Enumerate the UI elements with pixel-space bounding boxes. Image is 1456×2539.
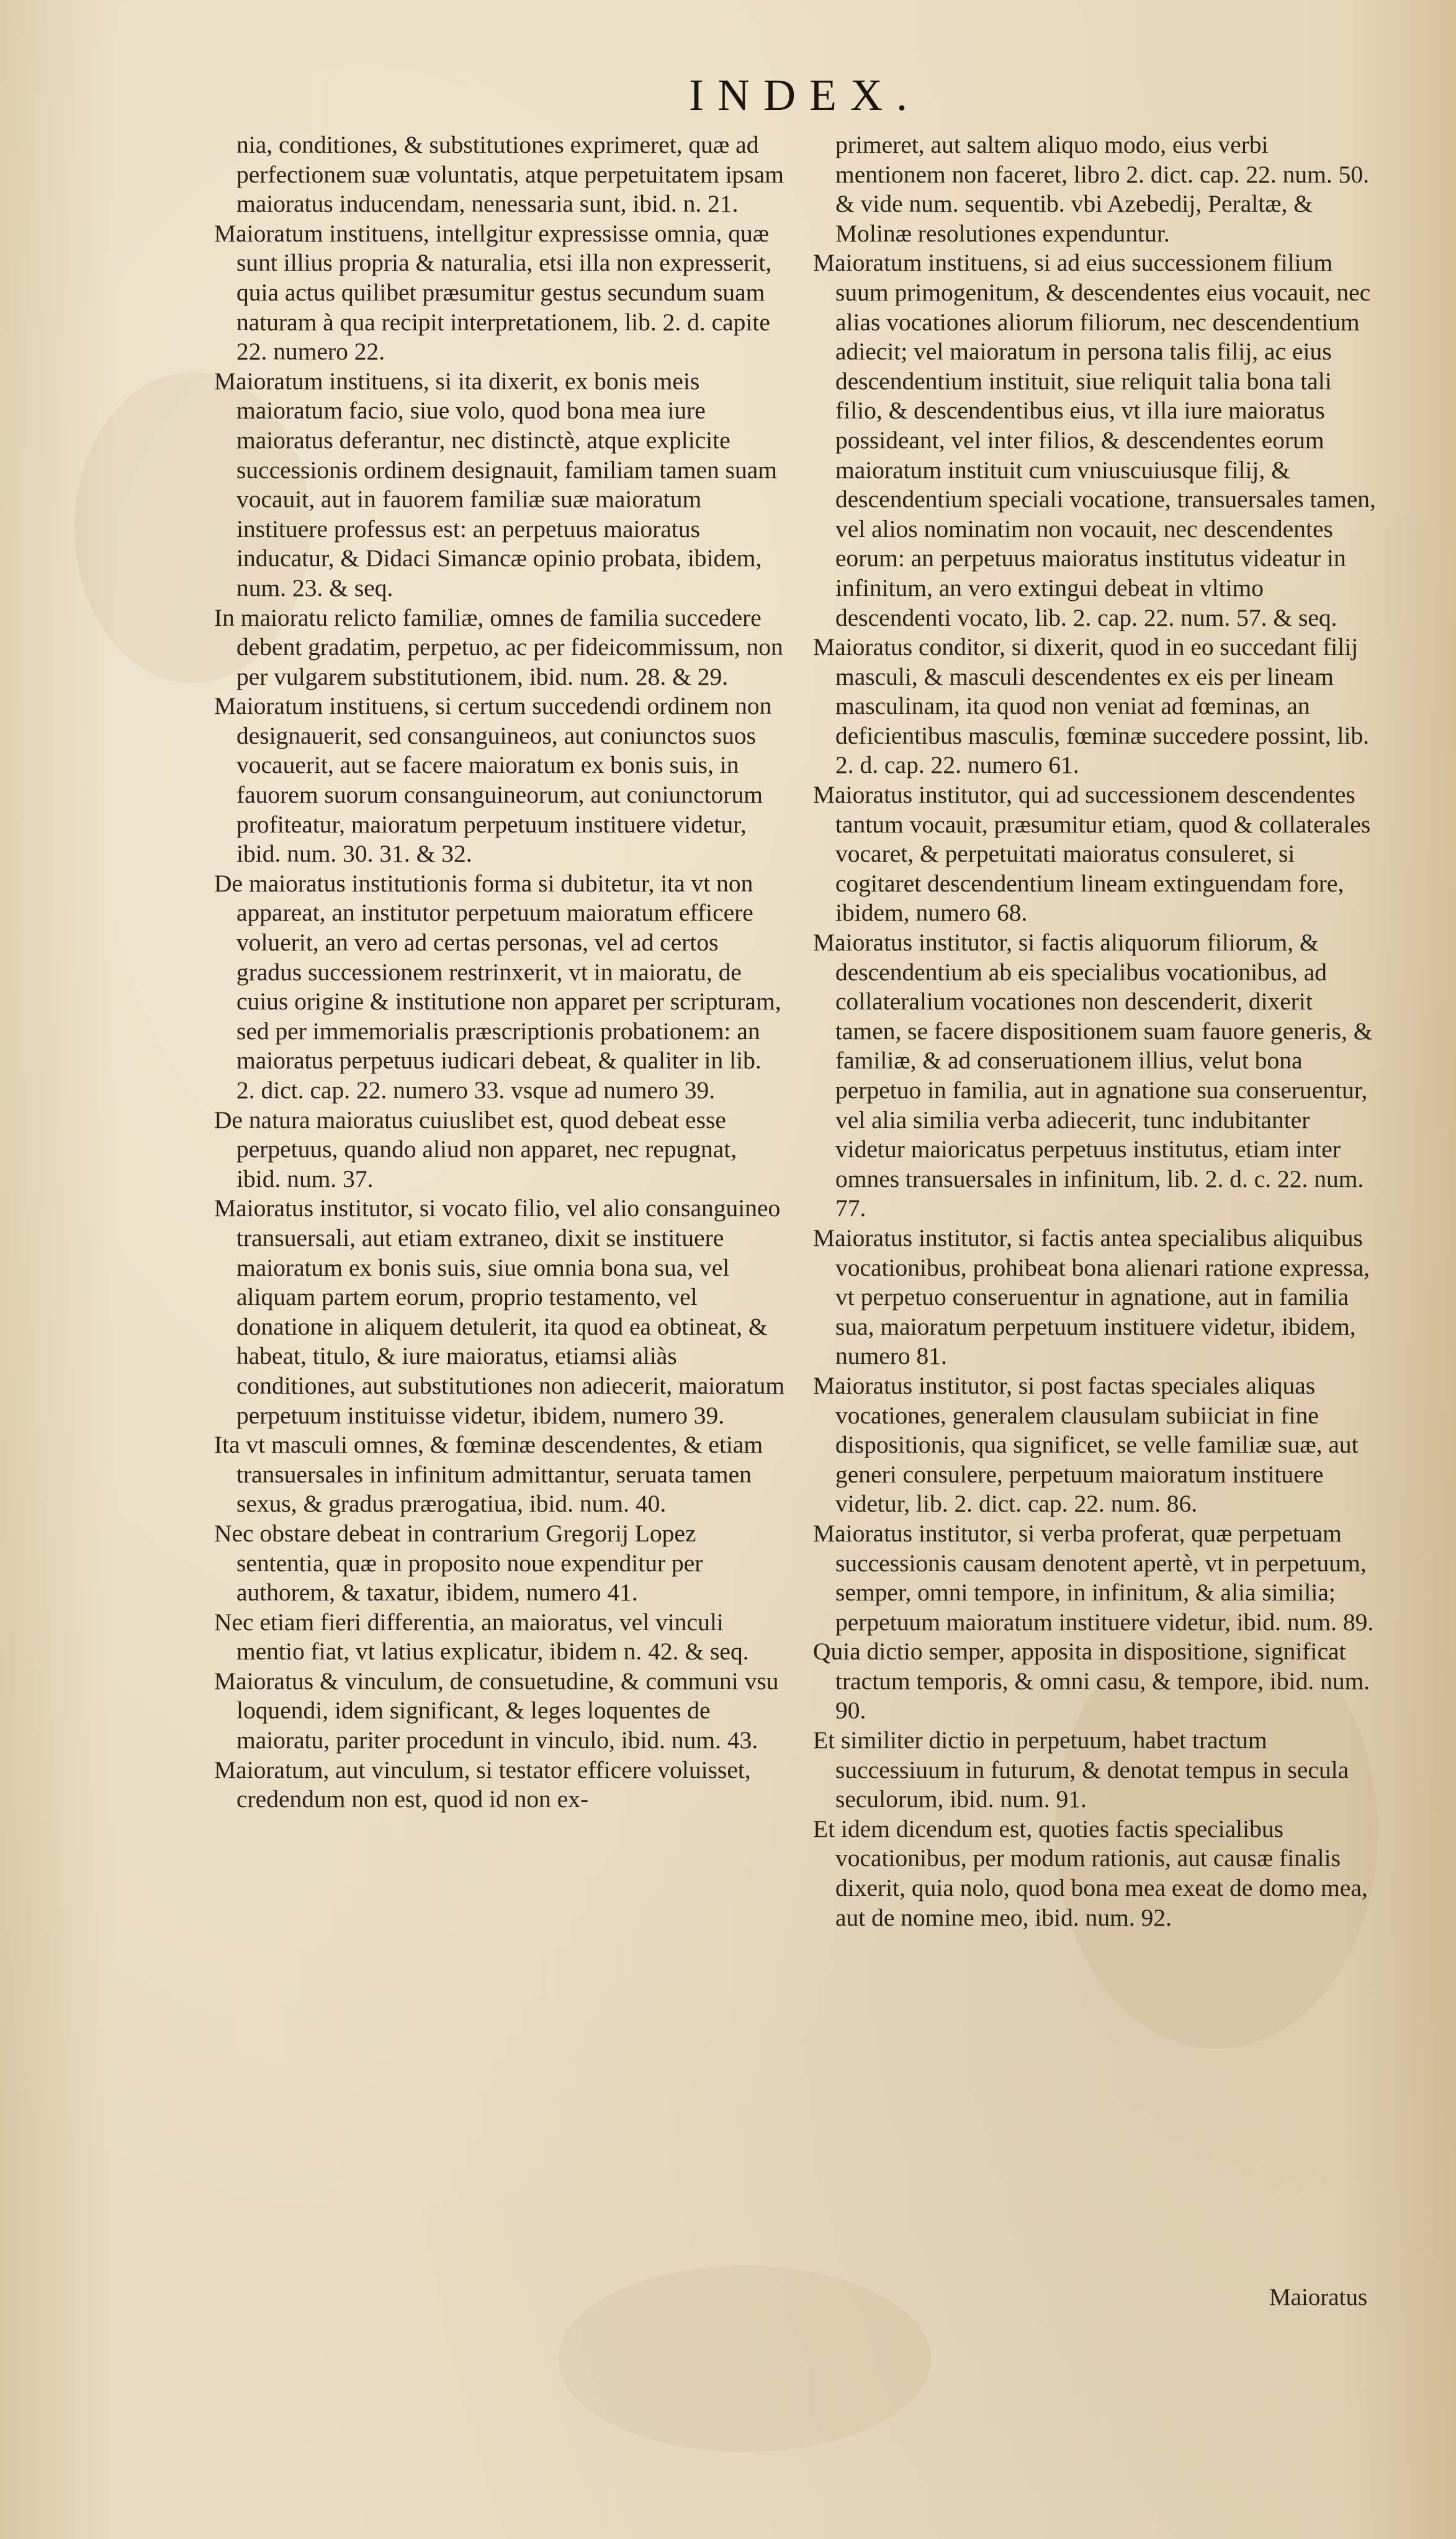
index-entry: Maioratum instituens, intellgitur expressisse omnia, quæ sunt illius propria & naturalia, etsi illa non expresserit, quia actus quilibet præsumitur gestus secundum suam naturam à qua recipit interpretationem, lib. 2. d. capite 22. numero 22. bbox=[214, 219, 772, 366]
index-entry: Maioratum, aut vinculum, si testator efficere voluisset, credendum non est, quod id non ex- bbox=[214, 1756, 751, 1813]
index-entry: nia, conditiones, & substitutiones exprimeret, quæ ad perfectionem suæ voluntatis, atque perpetuitatem ipsam maioratus inducendam, nenessaria sunt, ibid. n. 21. bbox=[236, 131, 784, 218]
index-entry: Maioratus conditor, si dixerit, quod in eo succedant filij masculi, & masculi descendentes ex eis per lineam masculinam, ita quod non veniat ad fœminas, an deficientibus masculis, fœminæ succedere possint, lib. 2. d. cap. 22. numero 61. bbox=[813, 633, 1370, 779]
index-entry: Maioratus institutor, qui ad successionem descendentes tantum vocauit, præsumitur etiam, quod & collaterales vocaret, & perpetuitati maioratus consuleret, si cogitaret descendentium lineam extinguendam fore, ibidem, numero 68. bbox=[813, 781, 1371, 927]
index-entry: Nec obstare debeat in contrarium Gregorij Lopez sententia, quæ in proposito noue expenditur per authorem, & taxatur, ibidem, numero 41. bbox=[214, 1519, 703, 1607]
index-entry: Et idem dicendum est, quoties factis specialibus vocationibus, per modum rationis, aut causæ finalis dixerit, quia nolo, quod bona mea exeat de domo mea, aut de nomine meo, ibid. num. 92. bbox=[813, 1815, 1368, 1931]
index-entry: Maioratus institutor, si factis aliquorum filiorum, & descendentium ab eis specialibus vocationibus, ad collateralium vocationes non descenderit, dixerit tamen, se facere dispositionem suam fauore generis, & familiæ, & ad conseruationem illius, velut bona perpetuo in familia, aut in agnatione sua conseruentur, vel alia similia verba adiecerit, tunc indubitanter videtur maioricatus perpetuus institutus, etiam inter omnes transuersales in infinitum, lib. 2. d. c. 22. num. 77. bbox=[813, 929, 1373, 1222]
page-title: INDEX. bbox=[689, 70, 921, 120]
index-entry: Maioratum instituens, si certum succedendi ordinem non designauerit, sed consanguineos, aut coniunctos suos vocauerit, aut se facere maioratum ex bonis suis, in fauorem suorum consanguineorum, aut coniunctorum profiteatur, maioratum perpetuum instituere videtur, ibid. num. 30. 31. & 32. bbox=[214, 692, 772, 868]
index-entry: De natura maioratus cuiuslibet est, quod debeat esse perpetuus, quando aliud non apparet, nec repugnat, ibid. num. 37. bbox=[214, 1106, 737, 1193]
catchword: Maioratus bbox=[1269, 2284, 1368, 2311]
left-column bbox=[214, 130, 785, 1815]
index-entry: De maioratus institutionis forma si dubitetur, ita vt non appareat, an institutor perpetuum maioratum efficere voluerit, an vero ad certas personas, vel ad certos gradus successionem restrinxerit, vt in maioratu, de cuius origine & institutione non apparet per scripturam, sed per immemorialis præscriptionis probationem: an maioratus perpetuus iudicari debeat, & qualiter in lib. 2. dict. cap. 22. numero 33. vsque ad numero 39. bbox=[214, 869, 781, 1104]
index-entry: Maioratus institutor, si verba proferat, quæ perpetuam successionis causam denotent apertè, vt in perpetuum, semper, omni tempore, in infinitum, & alia similia; perpetuum maioratum instituere videtur, ibid. num. 89. bbox=[813, 1519, 1374, 1636]
index-entry: Maioratum instituens, si ita dixerit, ex bonis meis maioratum facio, siue volo, quod bona mea iure maioratus deferantur, nec distinctè, atque explicite successionis ordinem designauit, familiam tamen suam vocauit, aut in fauorem familiæ suæ maioratum instituere professus est: an perpetuus maioratus inducatur, & Didaci Simancæ opinio probata, ibidem, num. 23. & seq. bbox=[214, 367, 778, 602]
index-entry: primeret, aut saltem aliquo modo, eius verbi mentionem non faceret, libro 2. dict. cap. 22. num. 50. & vide num. sequentib. vbi Azebedij, Peraltæ, & Molinæ resolutiones expenduntur. bbox=[835, 131, 1369, 247]
index-entry: Ita vt masculi omnes, & fœminæ descendentes, & etiam transuersales in infinitum admittantur, seruata tamen sexus, & gradus prærogatiua, ibid. num. 40. bbox=[214, 1431, 763, 1518]
index-entry: Quia dictio semper, apposita in dispositione, significat tractum temporis, & omni casu, & tempore, ibid. num. 90. bbox=[813, 1638, 1370, 1725]
index-entry: Maioratus institutor, si post factas speciales aliquas vocationes, generalem clausulam subiiciat in fine dispositionis, qua significet, se velle familiæ suæ, aut generi consulere, perpetuum maioratum instituere videtur, lib. 2. dict. cap. 22. num. 86. bbox=[813, 1371, 1359, 1518]
paper-stain bbox=[559, 2266, 931, 2452]
index-entry: Maioratum instituens, si ad eius successionem filium suum primogenitum, & descendentes eius vocauit, nec alias vocationes aliorum filiorum, nec descendentium adiecit; vel maioratum in persona talis filij, ac eius descendentium instituit, siue reliquit talia bona tali filio, & descendentibus eius, vt illa iure maioratus possideant, vel inter filios, & descendentes eorum maioratum instituit cum vniuscuiusque filij, & descendentium speciali vocatione, transuersales tamen, vel alios nominatim non vocauit, nec descendentes eorum: an perpetuus maioratus institutus videatur in infinitum, an vero extingui debeat in vltimo descendenti vocato, lib. 2. cap. 22. num. 57. & seq. bbox=[813, 249, 1376, 631]
index-entry: Maioratus institutor, si vocato filio, vel alio consanguineo transuersali, aut etiam extraneo, dixit se instituere maioratum ex bonis suis, siue omnia bona sua, vel aliquam partem eorum, proprio testamento, vel donatione in aliquem detulerit, ita quod ea obtineat, & habeat, titulo, & iure maioratus, etiamsi aliàs conditiones, aut substitutiones non adiecerit, maioratum perpetuum instituisse videtur, ibidem, numero 39. bbox=[214, 1194, 785, 1429]
right-column bbox=[813, 130, 1384, 1932]
index-entry: In maioratu relicto familiæ, omnes de familia succedere debent gradatim, perpetuo, ac per fideicommissum, non per vulgarem substitutionem, ibid. num. 28. & 29. bbox=[214, 603, 783, 690]
index-entry: Nec etiam fieri differentia, an maioratus, vel vinculi mentio fiat, vt latius explicatur, ibidem n. 42. & seq. bbox=[214, 1608, 749, 1666]
index-entry: Maioratus & vinculum, de consuetudine, & communi vsu loquendi, idem significant, & leges loquentes de maioratu, pariter procedunt in vinculo, ibid. num. 43. bbox=[214, 1667, 779, 1754]
index-entry: Et similiter dictio in perpetuum, habet tractum successiuum in futurum, & denotat tempus in secula seculorum, ibid. num. 91. bbox=[813, 1726, 1349, 1813]
index-entry: Maioratus institutor, si factis antea specialibus aliquibus vocationibus, prohibeat bona alienari ratione expressa, vt perpetuo conseruentur in agnatione, aut in familia sua, maioratum perpetuum instituere videtur, ibidem, numero 81. bbox=[813, 1224, 1370, 1370]
